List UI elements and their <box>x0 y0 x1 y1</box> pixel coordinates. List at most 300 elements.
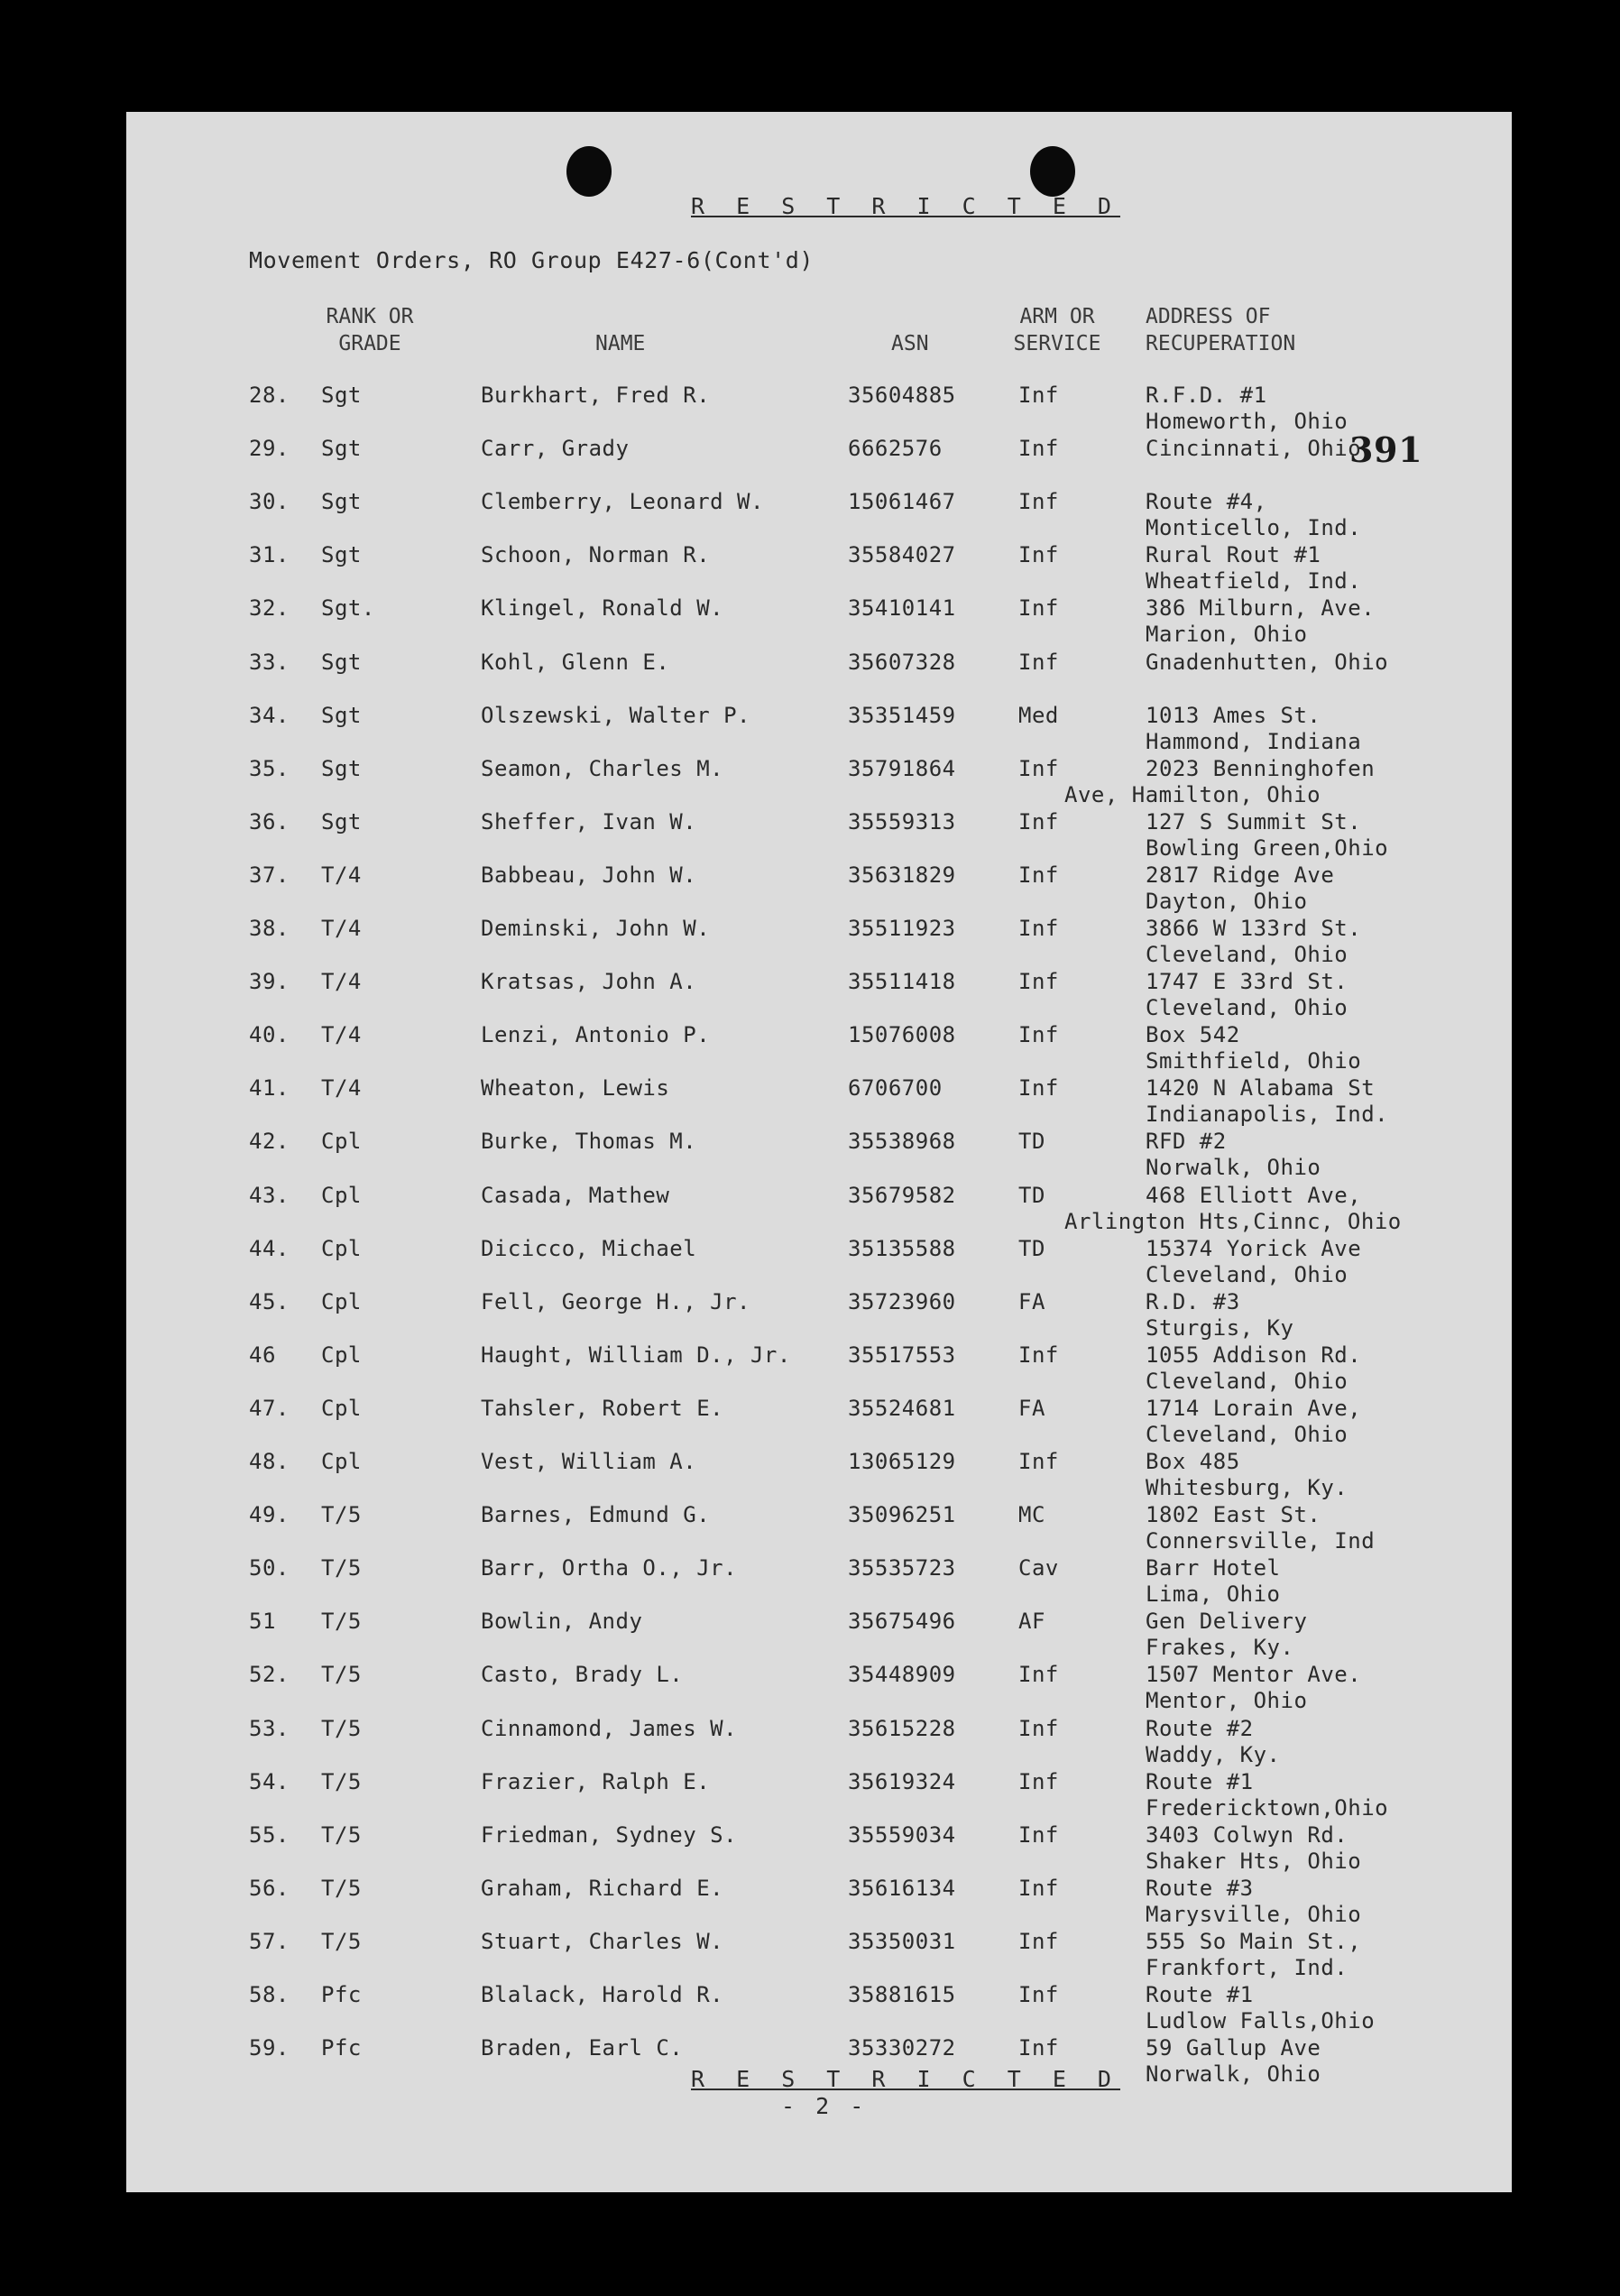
asn-cell: 35448909 <box>848 1662 956 1688</box>
address-line2: Shaker Hts, Ohio <box>1146 1848 1362 1874</box>
table-row <box>126 1289 1512 1342</box>
rank-cell: Sgt <box>321 755 362 781</box>
name-cell: Braden, Earl C. <box>481 2035 684 2061</box>
rank-cell: Sgt <box>321 542 362 568</box>
address-line1: 386 Milburn, Ave. <box>1146 595 1376 622</box>
asn-cell: 35330272 <box>848 2035 956 2061</box>
address-line2: Frankfort, Ind. <box>1146 1954 1348 1980</box>
address-cell <box>1146 862 1334 915</box>
address-line2: Sturgis, Ky <box>1146 1314 1294 1341</box>
asn-cell: 13065129 <box>848 1449 956 1474</box>
table-row <box>126 542 1512 595</box>
address-line2: Whitesburg, Ky. <box>1146 1475 1348 1500</box>
rank-cell: T/4 <box>321 862 362 888</box>
document-page <box>126 112 1512 2192</box>
row-number: 28. <box>249 383 290 408</box>
rank-cell: T/5 <box>321 1715 362 1741</box>
column-header-arm-line1: ARM OR <box>1019 305 1095 328</box>
address-line1: 468 Elliott Ave, <box>1146 1182 1362 1208</box>
address-line1: Route #1 <box>1146 1982 1254 2007</box>
arm-cell: MC <box>1018 1502 1045 1528</box>
table-row <box>126 916 1512 969</box>
address-line1: 2023 Benninghofen <box>1146 755 1376 781</box>
address-cell <box>1146 2035 1321 2088</box>
name-cell: Barnes, Edmund G. <box>481 1502 711 1528</box>
rank-cell: Cpl <box>321 1449 362 1474</box>
address-line1: R.D. #3 <box>1146 1288 1240 1314</box>
punch-hole <box>566 146 612 197</box>
name-cell: Kohl, Glenn E. <box>481 649 670 675</box>
rank-cell: Sgt <box>321 702 362 728</box>
row-number: 51 <box>249 1609 276 1635</box>
row-number: 40. <box>249 1022 290 1048</box>
address-cell <box>1146 1716 1281 1768</box>
asn-cell: 35135588 <box>848 1235 956 1261</box>
table-row <box>126 969 1512 1022</box>
row-number: 55. <box>249 1821 290 1848</box>
address-cell <box>1146 1502 1375 1554</box>
address-line2: Marysville, Ohio <box>1146 1901 1362 1927</box>
address-cell <box>1146 1449 1348 1501</box>
address-line2: Bowling Green,Ohio <box>1146 834 1389 861</box>
asn-cell: 35410141 <box>848 595 956 622</box>
address-line1: RFD #2 <box>1146 1129 1227 1155</box>
row-number: 39. <box>249 969 290 995</box>
table-row <box>126 1822 1512 1876</box>
punch-hole <box>1030 146 1075 197</box>
address-cell <box>1146 436 1361 462</box>
address-line2: Waddy, Ky. <box>1146 1741 1281 1767</box>
address-line2: Connersville, Ind <box>1146 1528 1376 1554</box>
row-number: 58. <box>249 1982 290 2007</box>
address-line2: Cleveland, Ohio <box>1146 1368 1348 1394</box>
address-line2: Cleveland, Ohio <box>1146 1261 1348 1287</box>
address-line1: 15374 Yorick Ave <box>1146 1235 1362 1261</box>
address-cell <box>1064 1182 1402 1235</box>
table-row <box>126 1449 1512 1502</box>
name-cell: Casto, Brady L. <box>481 1662 684 1688</box>
column-header-rank-line1: RANK OR <box>326 305 414 328</box>
row-number: 35. <box>249 755 290 781</box>
table-row <box>126 1769 1512 1822</box>
rank-cell: Sgt <box>321 808 362 834</box>
table-row <box>126 1929 1512 1982</box>
row-number: 59. <box>249 2035 290 2061</box>
arm-cell: Inf <box>1018 1875 1059 1901</box>
address-line1: 555 So Main St., <box>1146 1928 1362 1954</box>
name-cell: Dicicco, Michael <box>481 1235 697 1261</box>
address-line2: Norwalk, Ohio <box>1146 2061 1321 2088</box>
row-number: 43. <box>249 1182 290 1208</box>
arm-cell: Inf <box>1018 2035 1059 2061</box>
row-number: 47. <box>249 1395 290 1421</box>
address-line2: Cleveland, Ohio <box>1146 942 1348 967</box>
name-cell: Stuart, Charles W. <box>481 1928 724 1954</box>
asn-cell: 6706700 <box>848 1075 943 1102</box>
arm-cell: TD <box>1018 1129 1045 1155</box>
row-number: 49. <box>249 1502 290 1528</box>
arm-cell: Inf <box>1018 1075 1059 1102</box>
table-row <box>126 1716 1512 1769</box>
arm-cell: Inf <box>1018 755 1059 781</box>
address-line2: Ludlow Falls,Ohio <box>1146 2008 1376 2033</box>
arm-cell: Cav <box>1018 1555 1059 1581</box>
address-line1: Route #2 <box>1146 1715 1254 1741</box>
address-line1: 1420 N Alabama St <box>1146 1075 1376 1102</box>
classification-footer: R E S T R I C T E D <box>691 2066 1120 2092</box>
address-line1: 127 S Summit St. <box>1146 808 1362 834</box>
asn-cell: 35631829 <box>848 862 956 888</box>
address-line2: Homeworth, Ohio <box>1146 409 1348 434</box>
address-line1: Cincinnati, Ohio <box>1146 436 1362 462</box>
table-row <box>126 489 1512 542</box>
address-line1: 3403 Colwyn Rd. <box>1146 1821 1348 1848</box>
address-line2: Ave, Hamilton, Ohio <box>1064 781 1321 807</box>
address-line2: Dayton, Ohio <box>1146 888 1308 914</box>
address-line1: Barr Hotel <box>1146 1555 1281 1581</box>
rank-cell: Cpl <box>321 1395 362 1421</box>
rank-cell: Sgt <box>321 436 362 462</box>
row-number: 56. <box>249 1875 290 1901</box>
arm-cell: TD <box>1018 1182 1045 1208</box>
arm-cell: Inf <box>1018 1821 1059 1848</box>
row-number: 37. <box>249 862 290 888</box>
row-number: 41. <box>249 1075 290 1102</box>
address-cell <box>1146 383 1348 435</box>
table-row <box>126 1183 1512 1236</box>
rank-cell: Sgt <box>321 489 362 515</box>
address-line2: Smithfield, Ohio <box>1146 1048 1362 1074</box>
rank-cell: T/5 <box>321 1875 362 1901</box>
name-cell: Fell, George H., Jr. <box>481 1288 750 1314</box>
address-line2: Fredericktown,Ohio <box>1146 1794 1389 1821</box>
address-line1: Box 485 <box>1146 1449 1240 1474</box>
arm-cell: Inf <box>1018 436 1059 462</box>
address-cell <box>1146 1022 1361 1074</box>
row-number: 44. <box>249 1235 290 1261</box>
address-line1: 59 Gallup Ave <box>1146 2035 1321 2061</box>
column-header-arm <box>1003 303 1111 357</box>
name-cell: Haught, William D., Jr. <box>481 1342 791 1368</box>
address-line2: Arlington Hts,Cinnc, Ohio <box>1064 1208 1402 1234</box>
address-line2: Mentor, Ohio <box>1146 1688 1308 1714</box>
address-cell <box>1146 650 1388 676</box>
address-line2: Lima, Ohio <box>1146 1581 1281 1608</box>
rank-cell: Sgt <box>321 383 362 408</box>
asn-cell: 35511923 <box>848 916 956 941</box>
table-row <box>126 436 1512 489</box>
row-number: 32. <box>249 595 290 622</box>
table-row <box>126 703 1512 756</box>
column-header-address <box>1146 303 1295 357</box>
row-number: 42. <box>249 1129 290 1155</box>
row-number: 46 <box>249 1342 276 1368</box>
name-cell: Vest, William A. <box>481 1449 697 1474</box>
name-cell: Olszewski, Walter P. <box>481 702 750 728</box>
arm-cell: Inf <box>1018 649 1059 675</box>
name-cell: Sheffer, Ivan W. <box>481 808 697 834</box>
asn-cell: 35619324 <box>848 1768 956 1794</box>
row-number: 50. <box>249 1555 290 1581</box>
asn-cell: 15061467 <box>848 489 956 515</box>
asn-cell: 35584027 <box>848 542 956 568</box>
name-cell: Burke, Thomas M. <box>481 1129 697 1155</box>
classification-header: R E S T R I C T E D <box>691 193 1120 219</box>
asn-cell: 35350031 <box>848 1928 956 1954</box>
page-stamp-number: 391 <box>1349 429 1423 470</box>
arm-cell: Inf <box>1018 1022 1059 1048</box>
asn-cell: 35517553 <box>848 1342 956 1368</box>
asn-cell: 15076008 <box>848 1022 956 1048</box>
name-cell: Burkhart, Fred R. <box>481 383 711 408</box>
arm-cell: Inf <box>1018 1928 1059 1954</box>
asn-cell: 35881615 <box>848 1982 956 2007</box>
arm-cell: Inf <box>1018 916 1059 941</box>
rank-cell: Cpl <box>321 1342 362 1368</box>
name-cell: Cinnamond, James W. <box>481 1715 738 1741</box>
asn-cell: 35524681 <box>848 1395 956 1421</box>
address-line2: Hammond, Indiana <box>1146 728 1362 754</box>
address-line1: Route #1 <box>1146 1768 1254 1794</box>
asn-cell: 35559313 <box>848 808 956 834</box>
address-cell <box>1146 1236 1361 1288</box>
address-cell <box>1146 1929 1361 1981</box>
column-header-name: NAME <box>595 332 646 355</box>
row-number: 36. <box>249 808 290 834</box>
address-cell <box>1146 1289 1293 1342</box>
address-cell <box>1064 755 1376 808</box>
address-cell <box>1146 1075 1388 1128</box>
asn-cell: 35559034 <box>848 1821 956 1848</box>
address-cell <box>1146 1555 1281 1608</box>
name-cell: Frazier, Ralph E. <box>481 1768 711 1794</box>
arm-cell: FA <box>1018 1288 1045 1314</box>
table-row <box>126 595 1512 649</box>
address-line1: 3866 W 133rd St. <box>1146 916 1362 941</box>
table-row <box>126 1236 1512 1289</box>
address-line1: 1747 E 33rd St. <box>1146 969 1348 995</box>
table-row <box>126 1075 1512 1129</box>
address-cell <box>1146 489 1361 541</box>
address-line2: Norwalk, Ohio <box>1146 1155 1321 1181</box>
name-cell: Graham, Richard E. <box>481 1875 724 1901</box>
arm-cell: Inf <box>1018 862 1059 888</box>
address-line1: 1055 Addison Rd. <box>1146 1342 1362 1368</box>
row-number: 29. <box>249 436 290 462</box>
address-cell <box>1146 1609 1307 1661</box>
name-cell: Seamon, Charles M. <box>481 755 724 781</box>
address-line2: Monticello, Ind. <box>1146 515 1362 541</box>
address-line1: 1013 Ames St. <box>1146 702 1321 728</box>
name-cell: Blalack, Harold R. <box>481 1982 724 2007</box>
name-cell: Tahsler, Robert E. <box>481 1395 724 1421</box>
table-row <box>126 1555 1512 1609</box>
rank-cell: T/4 <box>321 916 362 941</box>
rank-cell: Sgt <box>321 649 362 675</box>
address-cell <box>1146 1769 1388 1821</box>
row-number: 30. <box>249 489 290 515</box>
rank-cell: Pfc <box>321 1982 362 2007</box>
address-line2: Wheatfield, Ind. <box>1146 568 1362 595</box>
name-cell: Clemberry, Leonard W. <box>481 489 764 515</box>
address-cell <box>1146 703 1361 755</box>
address-line1: 1507 Mentor Ave. <box>1146 1662 1362 1688</box>
address-cell <box>1146 1982 1375 2034</box>
arm-cell: TD <box>1018 1235 1045 1261</box>
asn-cell: 35723960 <box>848 1288 956 1314</box>
address-line1: 1714 Lorain Ave, <box>1146 1395 1362 1421</box>
table-row <box>126 862 1512 916</box>
column-header-arm-line2: SERVICE <box>1013 332 1101 355</box>
address-line2: Frakes, Ky. <box>1146 1635 1294 1661</box>
table-row <box>126 1982 1512 2035</box>
column-header-asn: ASN <box>891 332 929 355</box>
arm-cell: Inf <box>1018 595 1059 622</box>
rank-cell: T/5 <box>321 1928 362 1954</box>
table-row <box>126 383 1512 436</box>
row-number: 38. <box>249 916 290 941</box>
address-cell <box>1146 1342 1361 1395</box>
asn-cell: 35535723 <box>848 1555 956 1581</box>
arm-cell: AF <box>1018 1609 1045 1635</box>
name-cell: Deminski, John W. <box>481 916 711 941</box>
arm-cell: Inf <box>1018 1342 1059 1368</box>
rank-cell: Cpl <box>321 1235 362 1261</box>
asn-cell: 35096251 <box>848 1502 956 1528</box>
row-number: 52. <box>249 1662 290 1688</box>
address-line1: Route #3 <box>1146 1875 1254 1901</box>
rank-cell: T/4 <box>321 1075 362 1102</box>
rank-cell: T/5 <box>321 1555 362 1581</box>
arm-cell: Inf <box>1018 808 1059 834</box>
name-cell: Bowlin, Andy <box>481 1609 643 1635</box>
table-row <box>126 1502 1512 1555</box>
row-number: 31. <box>249 542 290 568</box>
asn-cell: 35351459 <box>848 702 956 728</box>
address-line2: Cleveland, Ohio <box>1146 1421 1348 1447</box>
rank-cell: Cpl <box>321 1182 362 1208</box>
address-line1: Rural Rout #1 <box>1146 542 1321 568</box>
name-cell: Lenzi, Antonio P. <box>481 1022 711 1048</box>
arm-cell: Inf <box>1018 383 1059 408</box>
address-line1: Gnadenhutten, Ohio <box>1146 649 1389 675</box>
table-row <box>126 1129 1512 1182</box>
name-cell: Wheaton, Lewis <box>481 1075 670 1102</box>
address-cell <box>1146 916 1361 968</box>
address-cell <box>1146 1876 1361 1928</box>
table-row <box>126 809 1512 862</box>
asn-cell: 35615228 <box>848 1715 956 1741</box>
rank-cell: Cpl <box>321 1129 362 1155</box>
address-line1: Route #4, <box>1146 489 1267 515</box>
column-header-rank <box>316 303 424 357</box>
name-cell: Klingel, Ronald W. <box>481 595 724 622</box>
address-cell <box>1146 1822 1361 1875</box>
row-number: 54. <box>249 1768 290 1794</box>
name-cell: Friedman, Sydney S. <box>481 1821 738 1848</box>
name-cell: Kratsas, John A. <box>481 969 697 995</box>
rank-cell: T/4 <box>321 969 362 995</box>
address-cell <box>1146 1129 1321 1181</box>
arm-cell: Med <box>1018 702 1059 728</box>
arm-cell: Inf <box>1018 1982 1059 2007</box>
column-header-address-line2: RECUPERATION <box>1146 332 1296 355</box>
asn-cell: 35604885 <box>848 383 956 408</box>
table-row <box>126 650 1512 703</box>
asn-cell: 6662576 <box>848 436 943 462</box>
rank-cell: Pfc <box>321 2035 362 2061</box>
arm-cell: Inf <box>1018 542 1059 568</box>
address-line1: 1802 East St. <box>1146 1502 1321 1528</box>
address-line1: R.F.D. #1 <box>1146 383 1267 408</box>
column-header-address-line1: ADDRESS OF <box>1146 305 1271 328</box>
row-number: 53. <box>249 1715 290 1741</box>
document-title: Movement Orders, RO Group E427-6(Cont'd) <box>249 247 815 273</box>
rank-cell: T/5 <box>321 1821 362 1848</box>
asn-cell: 35675496 <box>848 1609 956 1635</box>
asn-cell: 35607328 <box>848 649 956 675</box>
address-line2: Indianapolis, Ind. <box>1146 1102 1389 1128</box>
asn-cell: 35679582 <box>848 1182 956 1208</box>
name-cell: Barr, Ortha O., Jr. <box>481 1555 738 1581</box>
address-line2: Cleveland, Ohio <box>1146 995 1348 1021</box>
address-cell <box>1146 969 1348 1021</box>
address-cell <box>1146 1396 1361 1448</box>
table-row <box>126 1396 1512 1449</box>
name-cell: Schoon, Norman R. <box>481 542 711 568</box>
table-row <box>126 756 1512 809</box>
rank-cell: Sgt. <box>321 595 375 622</box>
name-cell: Carr, Grady <box>481 436 630 462</box>
arm-cell: FA <box>1018 1395 1045 1421</box>
arm-cell: Inf <box>1018 969 1059 995</box>
table-row <box>126 1022 1512 1075</box>
rank-cell: T/4 <box>321 1022 362 1048</box>
asn-cell: 35538968 <box>848 1129 956 1155</box>
arm-cell: Inf <box>1018 1715 1059 1741</box>
row-number: 48. <box>249 1449 290 1474</box>
rank-cell: T/5 <box>321 1662 362 1688</box>
rank-cell: T/5 <box>321 1609 362 1635</box>
rank-cell: Cpl <box>321 1288 362 1314</box>
column-header-rank-line2: GRADE <box>338 332 401 355</box>
arm-cell: Inf <box>1018 1449 1059 1474</box>
rank-cell: T/5 <box>321 1768 362 1794</box>
address-line1: 2817 Ridge Ave <box>1146 862 1335 888</box>
asn-cell: 35791864 <box>848 755 956 781</box>
table-row <box>126 1662 1512 1715</box>
table-row <box>126 1609 1512 1662</box>
asn-cell: 35616134 <box>848 1875 956 1901</box>
asn-cell: 35511418 <box>848 969 956 995</box>
address-line1: Box 542 <box>1146 1022 1240 1048</box>
row-number: 45. <box>249 1288 290 1314</box>
address-cell <box>1146 809 1388 862</box>
address-cell <box>1146 542 1361 595</box>
address-cell <box>1146 595 1375 648</box>
row-number: 33. <box>249 649 290 675</box>
name-cell: Babbeau, John W. <box>481 862 697 888</box>
address-line1: Gen Delivery <box>1146 1609 1308 1635</box>
rank-cell: T/5 <box>321 1502 362 1528</box>
arm-cell: Inf <box>1018 1662 1059 1688</box>
address-line2: Marion, Ohio <box>1146 622 1308 648</box>
row-number: 34. <box>249 702 290 728</box>
arm-cell: Inf <box>1018 489 1059 515</box>
table-row <box>126 1342 1512 1396</box>
table-row <box>126 1876 1512 1929</box>
page-number: - 2 - <box>781 2093 868 2119</box>
